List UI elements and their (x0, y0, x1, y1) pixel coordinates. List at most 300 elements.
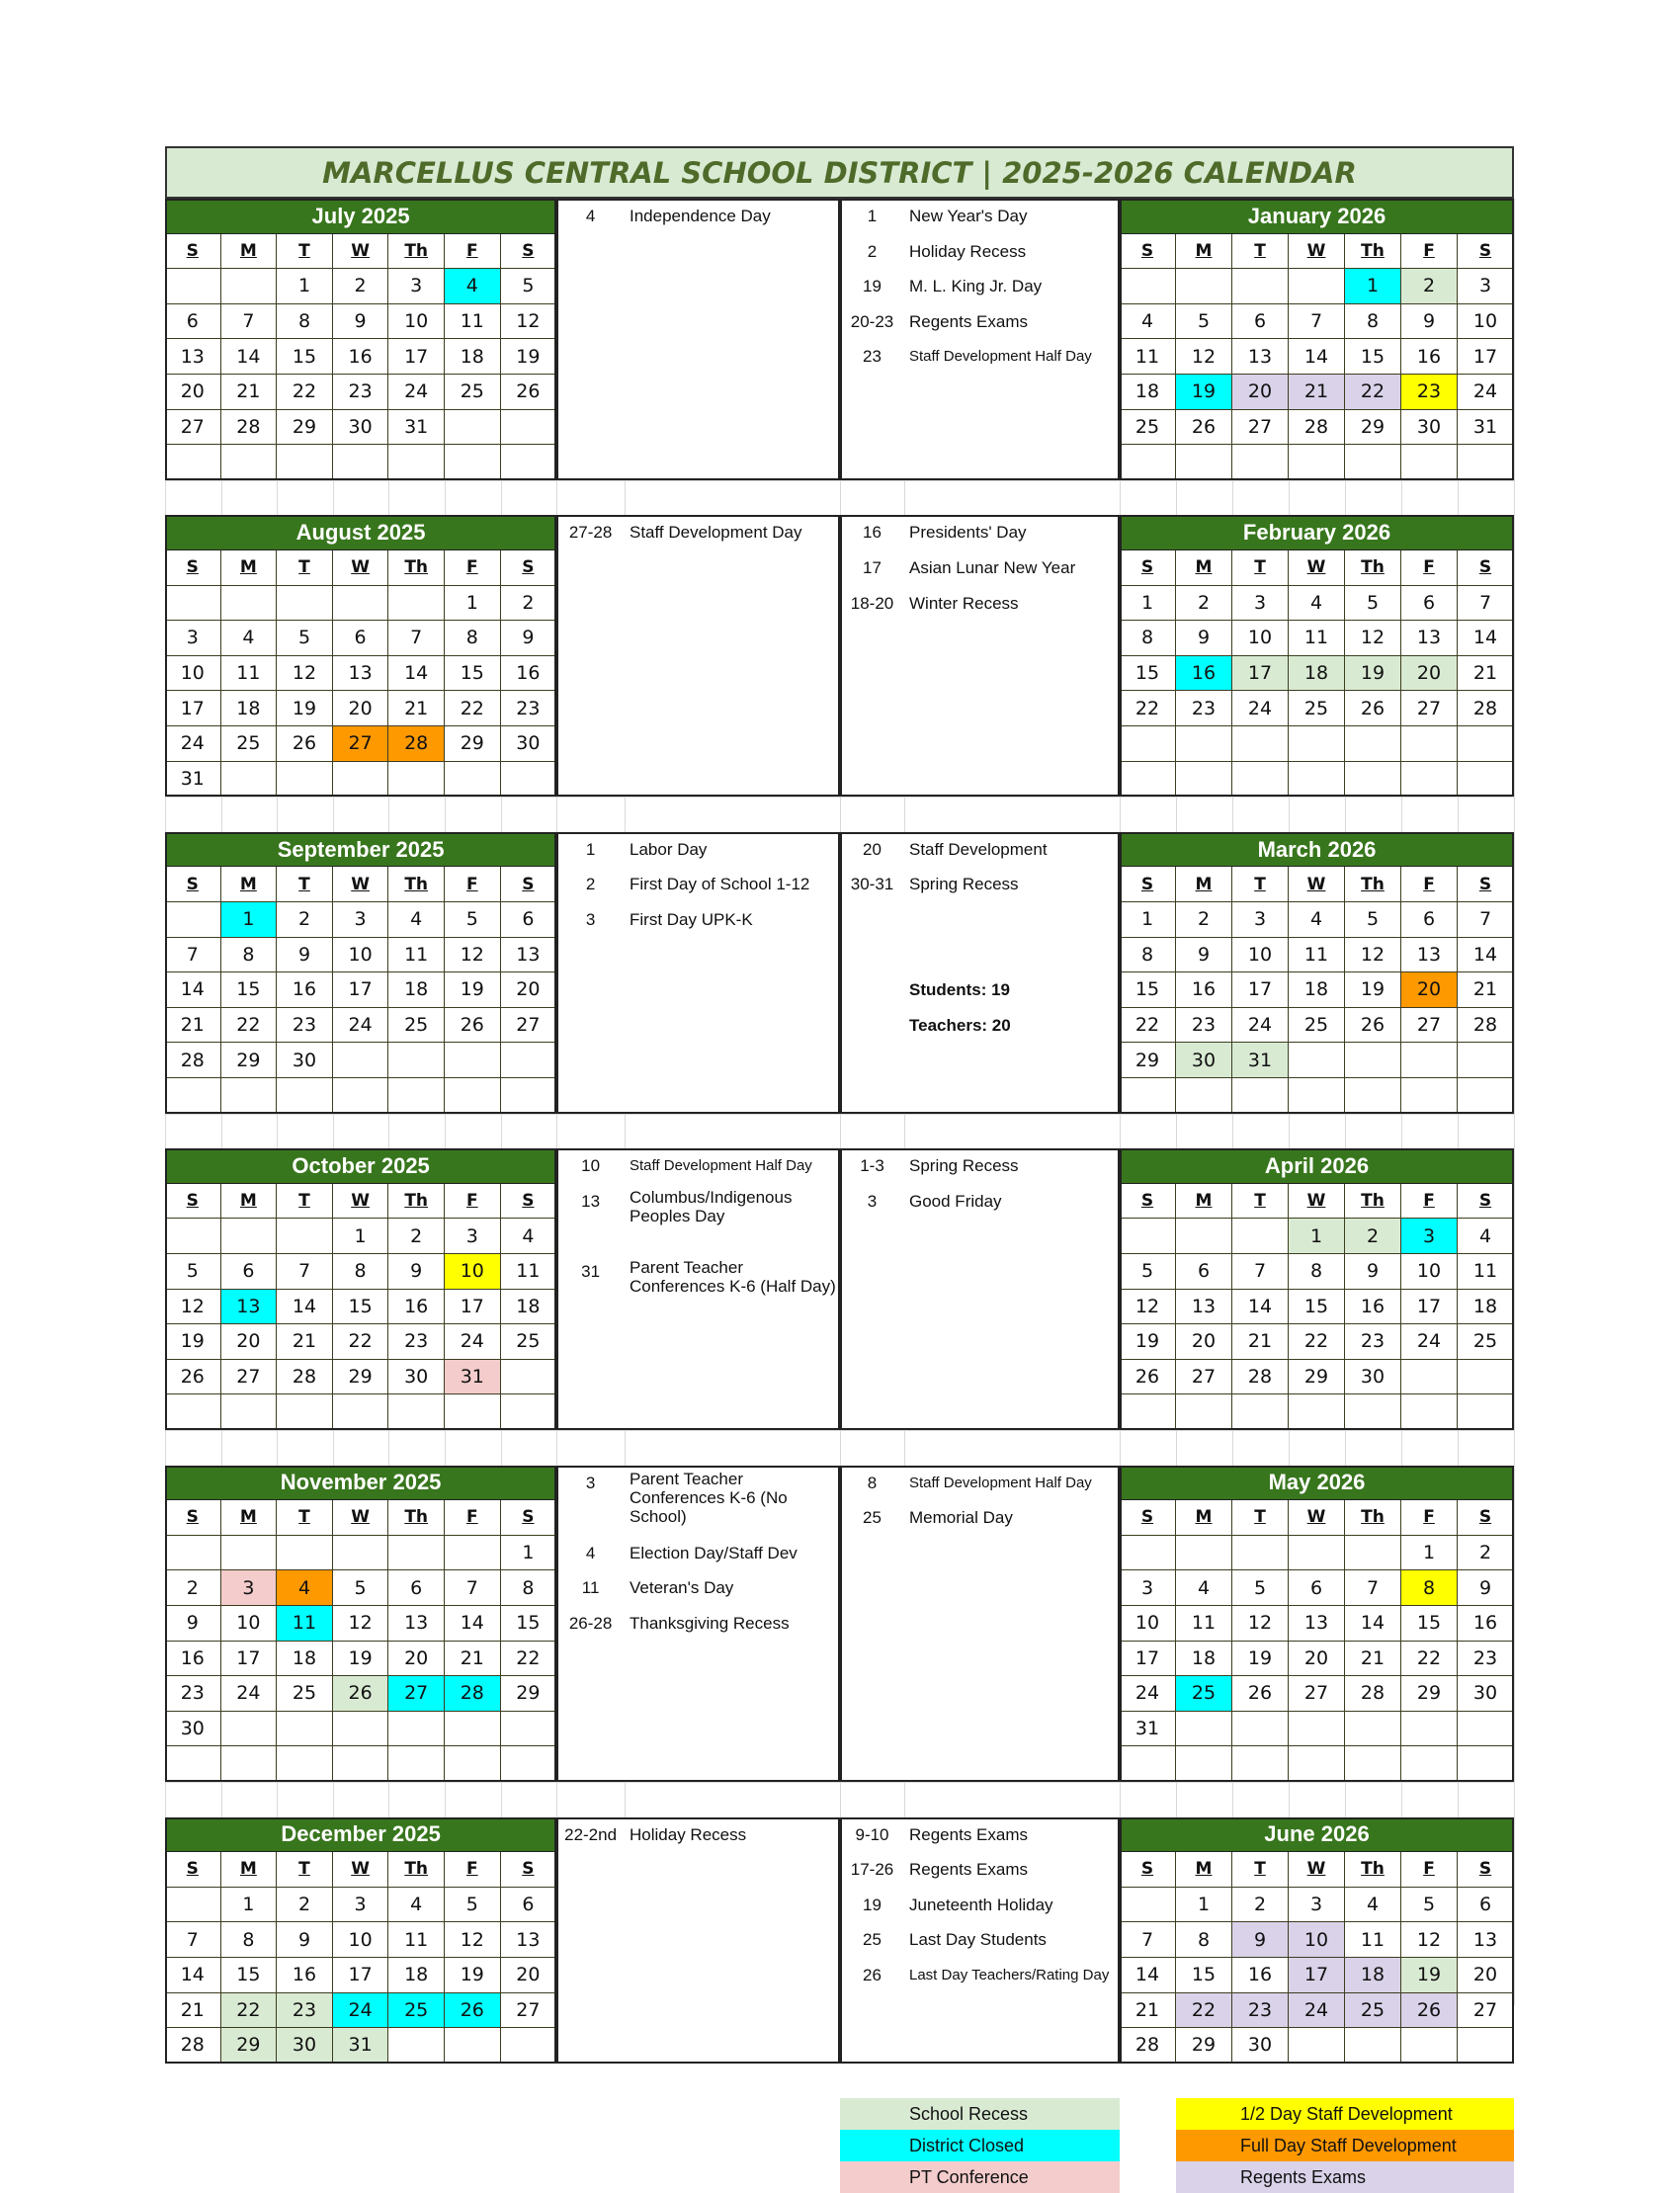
calendar-day: 5 (445, 902, 501, 938)
gridline (165, 480, 1514, 481)
calendar-day: 11 (1176, 1606, 1232, 1642)
calendar-day: 21 (388, 691, 445, 726)
calendar-day: 5 (165, 1254, 221, 1290)
calendar-day: 20 (1232, 375, 1289, 410)
calendar-day: 24 (1232, 1008, 1289, 1044)
empty-day-cell (1401, 726, 1458, 762)
calendar-day: 26 (333, 1676, 389, 1712)
calendar-day: 2 (1176, 902, 1232, 938)
calendar-day: 30 (1458, 1676, 1514, 1712)
empty-day-cell (1120, 726, 1176, 762)
day-of-week-header: T (1232, 550, 1289, 586)
empty-day-cell (277, 1394, 333, 1430)
day-of-week-header: T (277, 1184, 333, 1220)
calendar-day: 21 (1232, 1324, 1289, 1360)
calendar-day: 19 (1401, 1958, 1458, 1993)
empty-day-cell (445, 2028, 501, 2064)
calendar-day: 1 (1401, 1536, 1458, 1571)
calendar-day: 27 (221, 1360, 278, 1395)
empty-day-cell (165, 1536, 221, 1571)
calendar-day: 1 (1176, 1888, 1232, 1923)
calendar-day: 24 (1458, 375, 1514, 410)
calendar-day: 14 (221, 339, 278, 375)
calendar-day: 3 (1458, 269, 1514, 304)
calendar-day: 14 (1458, 938, 1514, 973)
calendar-day: 22 (277, 375, 333, 410)
calendar-day: 6 (165, 304, 221, 340)
calendar-day: 2 (1176, 586, 1232, 622)
empty-day-cell (333, 1394, 389, 1430)
calendar-day: 16 (1232, 1958, 1289, 1993)
day-of-week-header: S (165, 550, 221, 586)
month-header-right: February 2026 (1120, 515, 1514, 550)
empty-day-cell (1345, 1536, 1401, 1571)
calendar-day: 1 (221, 1888, 278, 1923)
month-header-left: December 2025 (165, 1817, 556, 1853)
calendar-day: 12 (1120, 1290, 1176, 1325)
calendar-day: 24 (221, 1676, 278, 1712)
calendar-day: 28 (1232, 1360, 1289, 1395)
day-of-week-header: S (1458, 1184, 1514, 1220)
legend-label: District Closed (909, 2135, 1025, 2155)
calendar-day: 18 (1289, 656, 1345, 692)
calendar-day: 24 (1401, 1324, 1458, 1360)
day-of-week-header: M (221, 234, 278, 270)
calendar-day: 15 (501, 1606, 557, 1642)
calendar-day: 27 (333, 726, 389, 762)
calendar-day: 17 (1401, 1290, 1458, 1325)
calendar-day: 19 (165, 1324, 221, 1360)
day-of-week-header: Th (388, 550, 445, 586)
empty-day-cell (1120, 1888, 1176, 1923)
day-of-week-header: M (1176, 1852, 1232, 1888)
calendar-day: 25 (445, 375, 501, 410)
calendar-day: 12 (1345, 938, 1401, 973)
calendar-day: 15 (1120, 972, 1176, 1008)
empty-day-cell (501, 1078, 557, 1114)
empty-day-cell (1401, 1746, 1458, 1782)
calendar-day: 19 (1120, 1324, 1176, 1360)
calendar-day: 9 (333, 304, 389, 340)
empty-day-cell (501, 1712, 557, 1747)
calendar-day: 25 (1345, 1993, 1401, 2029)
day-of-week-header: M (1176, 867, 1232, 902)
calendar-day: 25 (1289, 691, 1345, 726)
calendar-day: 4 (1458, 1219, 1514, 1254)
empty-day-cell (1232, 726, 1289, 762)
empty-day-cell (333, 586, 389, 622)
calendar-day: 31 (388, 410, 445, 446)
month-header-right: March 2026 (1120, 832, 1514, 868)
empty-day-cell (1289, 1043, 1345, 1078)
day-of-week-header: W (333, 234, 389, 270)
empty-day-cell (1289, 1536, 1345, 1571)
event-label: Thanksgiving Recess (630, 1614, 790, 1633)
day-of-week-header: W (1289, 1500, 1345, 1536)
calendar-day: 13 (1401, 938, 1458, 973)
empty-day-cell (165, 1394, 221, 1430)
calendar-day: 6 (1176, 1254, 1232, 1290)
calendar-day: 7 (1120, 1922, 1176, 1958)
calendar-day: 19 (1232, 1642, 1289, 1677)
empty-day-cell (388, 445, 445, 480)
calendar-day: 26 (165, 1360, 221, 1395)
calendar-day: 12 (277, 656, 333, 692)
calendar-day: 5 (333, 1570, 389, 1606)
empty-day-cell (333, 1746, 389, 1782)
empty-day-cell (165, 1078, 221, 1114)
empty-day-cell (1176, 1536, 1232, 1571)
calendar-day: 12 (1345, 621, 1401, 656)
empty-day-cell (445, 1078, 501, 1114)
empty-day-cell (1401, 762, 1458, 798)
calendar-day: 2 (388, 1219, 445, 1254)
legend-item-full_day_staff (1176, 2130, 1514, 2161)
calendar-day: 6 (1401, 586, 1458, 622)
calendar-day: 8 (1176, 1922, 1232, 1958)
day-of-week-header: F (445, 1500, 501, 1536)
event-label: Holiday Recess (630, 1824, 747, 1844)
calendar-day: 12 (1176, 339, 1232, 375)
calendar-day: 30 (501, 726, 557, 762)
day-of-week-header: M (1176, 1184, 1232, 1220)
day-of-week-header: Th (1345, 1500, 1401, 1536)
day-of-week-header: M (221, 550, 278, 586)
empty-day-cell (1458, 1746, 1514, 1782)
calendar-day: 15 (277, 339, 333, 375)
calendar-day: 21 (445, 1642, 501, 1677)
calendar-day: 18 (221, 691, 278, 726)
calendar-day: 17 (165, 691, 221, 726)
empty-day-cell (277, 1712, 333, 1747)
calendar-day: 10 (1120, 1606, 1176, 1642)
event-date: 25 (863, 1508, 882, 1528)
empty-day-cell (1120, 1536, 1176, 1571)
calendar-day: 9 (501, 621, 557, 656)
empty-day-cell (1458, 1712, 1514, 1747)
empty-day-cell (1120, 1219, 1176, 1254)
calendar-day: 16 (1458, 1606, 1514, 1642)
calendar-day: 19 (445, 972, 501, 1008)
empty-day-cell (1458, 1360, 1514, 1395)
calendar-day: 31 (445, 1360, 501, 1395)
empty-day-cell (1345, 1043, 1401, 1078)
calendar-day: 13 (1232, 339, 1289, 375)
calendar-day: 13 (1401, 621, 1458, 656)
empty-day-cell (445, 1536, 501, 1571)
day-of-week-header: S (1458, 550, 1514, 586)
calendar-day: 15 (221, 972, 278, 1008)
calendar-day: 11 (1458, 1254, 1514, 1290)
empty-day-cell (388, 1712, 445, 1747)
calendar-day: 26 (1401, 1993, 1458, 2029)
calendar-day: 3 (1232, 586, 1289, 622)
empty-day-cell (1120, 445, 1176, 480)
event-date: 1 (867, 207, 878, 225)
calendar-day: 15 (1176, 1958, 1232, 1993)
calendar-day: 25 (221, 726, 278, 762)
event-date: 20-23 (850, 311, 894, 331)
calendar-day: 23 (1232, 1993, 1289, 2029)
calendar-day: 15 (333, 1290, 389, 1325)
calendar-day: 3 (221, 1570, 278, 1606)
calendar-day: 4 (277, 1570, 333, 1606)
calendar-day: 21 (165, 1008, 221, 1044)
empty-day-cell (1289, 1394, 1345, 1430)
event-label: Staff Development Half Day (909, 1474, 1092, 1491)
empty-day-cell (1120, 1746, 1176, 1782)
calendar-day: 13 (1289, 1606, 1345, 1642)
calendar-day: 28 (1458, 691, 1514, 726)
day-of-week-header: S (165, 1500, 221, 1536)
calendar-day: 30 (333, 410, 389, 446)
day-of-week-header: F (1401, 867, 1458, 902)
event-label: New Year's Day (909, 207, 1028, 225)
day-of-week-header: M (221, 1184, 278, 1220)
day-of-week-header: M (1176, 234, 1232, 270)
empty-day-cell (1401, 1043, 1458, 1078)
empty-day-cell (1289, 1746, 1345, 1782)
day-of-week-header: W (333, 1852, 389, 1888)
calendar-day: 17 (333, 972, 389, 1008)
month-header-left: October 2025 (165, 1148, 556, 1184)
calendar-day: 29 (333, 1360, 389, 1395)
day-of-week-header: Th (388, 1500, 445, 1536)
empty-day-cell (1458, 762, 1514, 798)
empty-day-cell (221, 1219, 278, 1254)
calendar-day: 10 (445, 1254, 501, 1290)
empty-day-cell (277, 1078, 333, 1114)
empty-day-cell (388, 1536, 445, 1571)
day-of-week-header: S (1458, 1852, 1514, 1888)
calendar-day: 9 (277, 938, 333, 973)
calendar-day: 19 (1176, 375, 1232, 410)
day-of-week-header: S (1120, 1852, 1176, 1888)
calendar-day: 26 (277, 726, 333, 762)
day-of-week-header: W (333, 1500, 389, 1536)
event-label: Teachers: 20 (909, 1015, 1011, 1035)
empty-day-cell (221, 1536, 278, 1571)
empty-day-cell (445, 1746, 501, 1782)
calendar-day: 30 (277, 2028, 333, 2064)
calendar-day: 2 (1401, 269, 1458, 304)
calendar-day: 17 (1120, 1642, 1176, 1677)
calendar-day: 7 (445, 1570, 501, 1606)
event-date: 20 (863, 839, 882, 859)
empty-day-cell (277, 1746, 333, 1782)
empty-day-cell (1345, 726, 1401, 762)
event-date: 9-10 (855, 1824, 889, 1844)
calendar-day: 12 (445, 938, 501, 973)
day-of-week-header: S (1120, 550, 1176, 586)
calendar-day: 25 (1289, 1008, 1345, 1044)
calendar-day: 7 (1458, 902, 1514, 938)
calendar-day: 29 (445, 726, 501, 762)
empty-day-cell (1401, 1078, 1458, 1114)
event-date: 26 (863, 1966, 882, 1984)
empty-day-cell (1289, 1712, 1345, 1747)
empty-day-cell (388, 2028, 445, 2064)
day-of-week-header: Th (388, 1184, 445, 1220)
calendar-day: 14 (1458, 621, 1514, 656)
event-date: 8 (867, 1473, 878, 1492)
calendar-day: 5 (1401, 1888, 1458, 1923)
calendar-day: 21 (1120, 1993, 1176, 2029)
calendar-day: 9 (1401, 304, 1458, 340)
calendar-day: 17 (333, 1958, 389, 1993)
calendar-day: 29 (1120, 1043, 1176, 1078)
event-date: 17 (863, 558, 882, 577)
empty-day-cell (1120, 269, 1176, 304)
calendar-day: 6 (388, 1570, 445, 1606)
day-of-week-header: Th (1345, 550, 1401, 586)
calendar-day: 11 (1289, 938, 1345, 973)
empty-day-cell (1401, 1394, 1458, 1430)
empty-day-cell (1176, 1712, 1232, 1747)
month-header-right: April 2026 (1120, 1148, 1514, 1184)
empty-day-cell (445, 1712, 501, 1747)
calendar-day: 24 (1232, 691, 1289, 726)
day-of-week-header: S (501, 550, 557, 586)
calendar-day: 24 (388, 375, 445, 410)
gridline (165, 1430, 1514, 1431)
event-label: Staff Development Half Day (909, 348, 1092, 366)
calendar-day: 1 (501, 1536, 557, 1571)
calendar-day: 24 (333, 1993, 389, 2029)
calendar-day: 27 (501, 1993, 557, 2029)
calendar-day: 21 (1345, 1642, 1401, 1677)
calendar-day: 26 (1345, 691, 1401, 726)
empty-day-cell (1289, 762, 1345, 798)
calendar-day: 5 (1176, 304, 1232, 340)
event-date: 3 (585, 1473, 596, 1492)
calendar-day: 3 (388, 269, 445, 304)
empty-day-cell (501, 1043, 557, 1078)
calendar-day: 6 (1458, 1888, 1514, 1923)
calendar-day: 20 (165, 375, 221, 410)
event-date: 16 (863, 523, 882, 543)
calendar-day: 8 (333, 1254, 389, 1290)
calendar-day: 2 (1232, 1888, 1289, 1923)
day-of-week-header: T (1232, 867, 1289, 902)
empty-day-cell (388, 586, 445, 622)
calendar-day: 11 (501, 1254, 557, 1290)
legend-item-regents (1176, 2161, 1514, 2193)
calendar-day: 28 (1120, 2028, 1176, 2064)
calendar-day: 23 (333, 375, 389, 410)
empty-day-cell (445, 762, 501, 798)
calendar-day: 30 (165, 1712, 221, 1747)
empty-day-cell (445, 1394, 501, 1430)
calendar-day: 16 (333, 339, 389, 375)
empty-day-cell (501, 1394, 557, 1430)
calendar-day: 7 (277, 1254, 333, 1290)
calendar-day: 23 (1176, 1008, 1232, 1044)
event-label: Last Day Teachers/Rating Day (909, 1967, 1110, 1983)
calendar-day: 6 (501, 902, 557, 938)
legend-label: PT Conference (909, 2166, 1029, 2187)
calendar-day: 9 (277, 1922, 333, 1958)
event-date: 1 (585, 839, 596, 859)
calendar-day: 29 (1345, 410, 1401, 446)
event-date: 19 (863, 1895, 882, 1914)
event-label: Last Day Students (909, 1930, 1047, 1950)
calendar-day: 11 (277, 1606, 333, 1642)
empty-day-cell (1458, 445, 1514, 480)
calendar-day: 29 (501, 1676, 557, 1712)
calendar-day: 16 (277, 1958, 333, 1993)
calendar-day: 16 (277, 972, 333, 1008)
day-of-week-header: M (1176, 1500, 1232, 1536)
calendar-day: 8 (501, 1570, 557, 1606)
calendar-day: 14 (1289, 339, 1345, 375)
calendar-day: 22 (1120, 1008, 1176, 1044)
day-of-week-header: S (165, 1184, 221, 1220)
calendar-day: 12 (445, 1922, 501, 1958)
day-of-week-header: F (445, 867, 501, 902)
calendar-day: 30 (388, 1360, 445, 1395)
empty-day-cell (445, 445, 501, 480)
calendar-day: 1 (1345, 269, 1401, 304)
event-date: 2 (585, 875, 596, 894)
calendar-day: 13 (501, 1922, 557, 1958)
day-of-week-header: W (1289, 1852, 1345, 1888)
calendar-day: 27 (165, 410, 221, 446)
empty-day-cell (1176, 445, 1232, 480)
day-of-week-header: F (445, 1852, 501, 1888)
calendar-day: 30 (277, 1043, 333, 1078)
day-of-week-header: S (1458, 1500, 1514, 1536)
calendar-day: 11 (1289, 621, 1345, 656)
empty-day-cell (1345, 1746, 1401, 1782)
calendar-day: 18 (277, 1642, 333, 1677)
empty-day-cell (1345, 1712, 1401, 1747)
calendar-day: 21 (1458, 972, 1514, 1008)
calendar-day: 19 (501, 339, 557, 375)
empty-day-cell (1345, 762, 1401, 798)
gridline (1514, 199, 1515, 2005)
calendar-day: 12 (333, 1606, 389, 1642)
calendar-day: 10 (1458, 304, 1514, 340)
calendar-day: 28 (388, 726, 445, 762)
calendar-day: 10 (333, 1922, 389, 1958)
calendar-day: 31 (1458, 410, 1514, 446)
empty-day-cell (1232, 1746, 1289, 1782)
calendar-day: 18 (1120, 375, 1176, 410)
calendar-day: 26 (501, 375, 557, 410)
calendar-day: 13 (333, 656, 389, 692)
empty-day-cell (501, 445, 557, 480)
event-date: 26-28 (568, 1614, 613, 1633)
calendar-day: 25 (501, 1324, 557, 1360)
calendar-day: 4 (1176, 1570, 1232, 1606)
empty-day-cell (1120, 762, 1176, 798)
calendar-day: 4 (1289, 902, 1345, 938)
calendar-day: 26 (1120, 1360, 1176, 1395)
empty-day-cell (1458, 726, 1514, 762)
event-label: Winter Recess (909, 593, 1019, 613)
calendar-day: 11 (1345, 1922, 1401, 1958)
calendar-day: 22 (1176, 1993, 1232, 2029)
empty-day-cell (1176, 1746, 1232, 1782)
calendar-day: 13 (221, 1290, 278, 1325)
day-of-week-header: Th (1345, 234, 1401, 270)
event-label: Regents Exams (909, 1824, 1028, 1844)
legend-item-recess (840, 2098, 1120, 2130)
calendar-day: 9 (1176, 621, 1232, 656)
empty-day-cell (333, 1043, 389, 1078)
month-header-left: August 2025 (165, 515, 556, 550)
